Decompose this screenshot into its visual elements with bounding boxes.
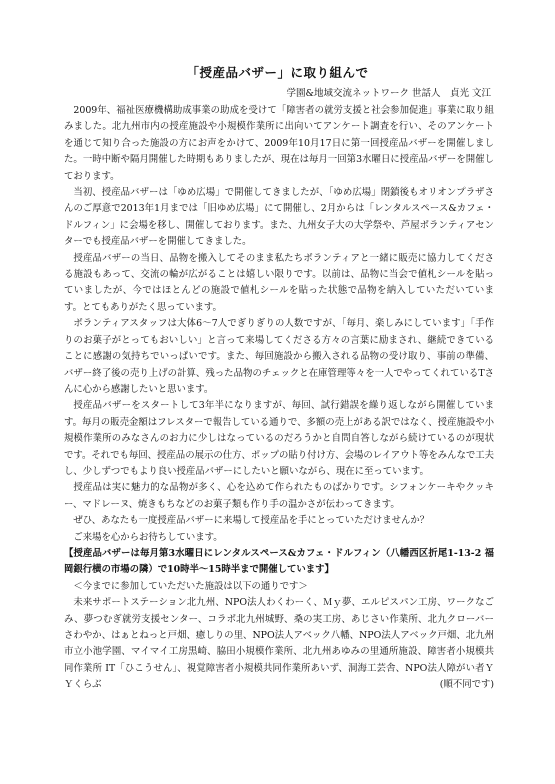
paragraph: 2009年、福祉医療機構助成事業の助成を受けて「障害者の就労支援と社会参加促進」事業に取り組みました。北九州市内の授産施設や小規模作業所に出向いてアンケート調査を行い、そのアンケートを通じて知り合った施設の方にお声をかけて、2009年10月17日に第一回授産品バザーを開催しました。一時中断や隔月開催した時期もありましたが、現在は毎月一回第3水曜日に授産品バザーを開催しております。: [64, 105, 494, 182]
facility-list-intro: ＜今までに参加していただいた施設は以下の通りです＞: [73, 580, 308, 592]
facility-list: [64, 595, 494, 693]
document-body: [64, 103, 494, 694]
paragraph: 授産品バザーの当日、品物を搬入してそのまま私たちボランティアと一緒に販売に協力してくださる施設もあって、交流の輪が広がることは嬉しい限りです。以前は、品物に当会で値札シールを貼っていましたが、今ではほとんどの施設で値札シールを貼った状態で品物を納入していただいています。とてもありがたく思っています。: [64, 252, 494, 313]
order-note: (順不同です): [439, 679, 494, 691]
paragraph: ご来場を心からお待ちしています。: [73, 531, 223, 543]
author-line: 学園&地域交流ネットワーク 世話人 貞光 文江: [286, 88, 491, 99]
bazaar-notice: 【授産品バザーは毎月第3水曜日にレンタルスペース&カフェ・ドルフィン（八幡西区折尾1-13-2 福岡銀行横の市場の隣）で10時半〜15時半まで開催しています】: [64, 547, 494, 576]
paragraph: ボランティアスタッフは大体6〜7人でぎりぎりの人数ですが、「毎月、楽しみにしています」「手作りのお菓子がとってもおいしい」と言って来場してくださる方々の言葉に励まされ、継続できていることに感謝の気持ちでいっぱいです。また、毎回施設から搬入される品物の受け取り、事前の準備、バザー終了後の売り上げの計算、残った品物のチェックと在庫管理等々を一人でやってくれているTさんに心から感謝したいと思います。: [64, 318, 494, 395]
paragraph: 授産品バザーをスタートして3年半になりますが、毎回、試行錯誤を繰り返しながら開催しています。毎月の販売金額はフレスターで報告している通りで、多額の売上がある訳ではなく、授産施設や小規模作業所のみなさんのお力に少しはなっているのだろうかと自問自答しながら続けているのが現状です。それでも毎回、授産品の展示の仕方、ポップの貼り付け方、会場のレイアウト等をみんなで工夫し、少しずつでもより良い授産品バザーにしたいと願いながら、現在に至っています。: [64, 400, 494, 477]
paragraph: 当初、授産品バザーは「ゆめ広場」で開催してきましたが、「ゆめ広場」閉鎖後もオリオンプラザさんのご厚意で2013年1月までは「旧ゆめ広場」にて開催し、2月からは「レンタルスペース&カフェ・ドルフィン」に会場を移し、開催しております。また、九州女子大の大学祭や、芦屋ボランティアセンターでも授産品バザーを開催してきました。: [64, 187, 494, 248]
document-title: 「授産品バザー」に取り組んで: [186, 65, 369, 80]
facility-names: 未来サポートステーション北九州、NPO法人わくわーく、Ｍｙ夢、エルピスパン工房、ワークなごみ、夢つむぎ就労支援センター、コラボ北九州城野、桑の実工房、あじさい作業所、北九クローバーさわやか、はぁとねっと戸畑、癒しりの里、NPO法人アベック八幡、NPO法人アベック戸畑、北九州市立小池学園、マイマイ工房黒崎、脇田小規模作業所、北九州あゆみの里通所施設、障害者小規模共同作業所 IT「ひこうせん」、視覚障害者小規模共同作業所あいず、洞海工芸舎、NPO法人障がい者ＹＹくらぶ: [64, 597, 494, 691]
paragraph: ぜひ、あなたも一度授産品バザーに来場して授産品を手にとっていただけませんか？: [73, 515, 430, 527]
paragraph: 授産品は実に魅力的な品物が多く、心を込めて作られたものばかりです。シフォンケーキやクッキー、マドレーヌ、焼きもちなどのお菓子類も作り手の温かさが伝わってきます。: [64, 482, 494, 510]
